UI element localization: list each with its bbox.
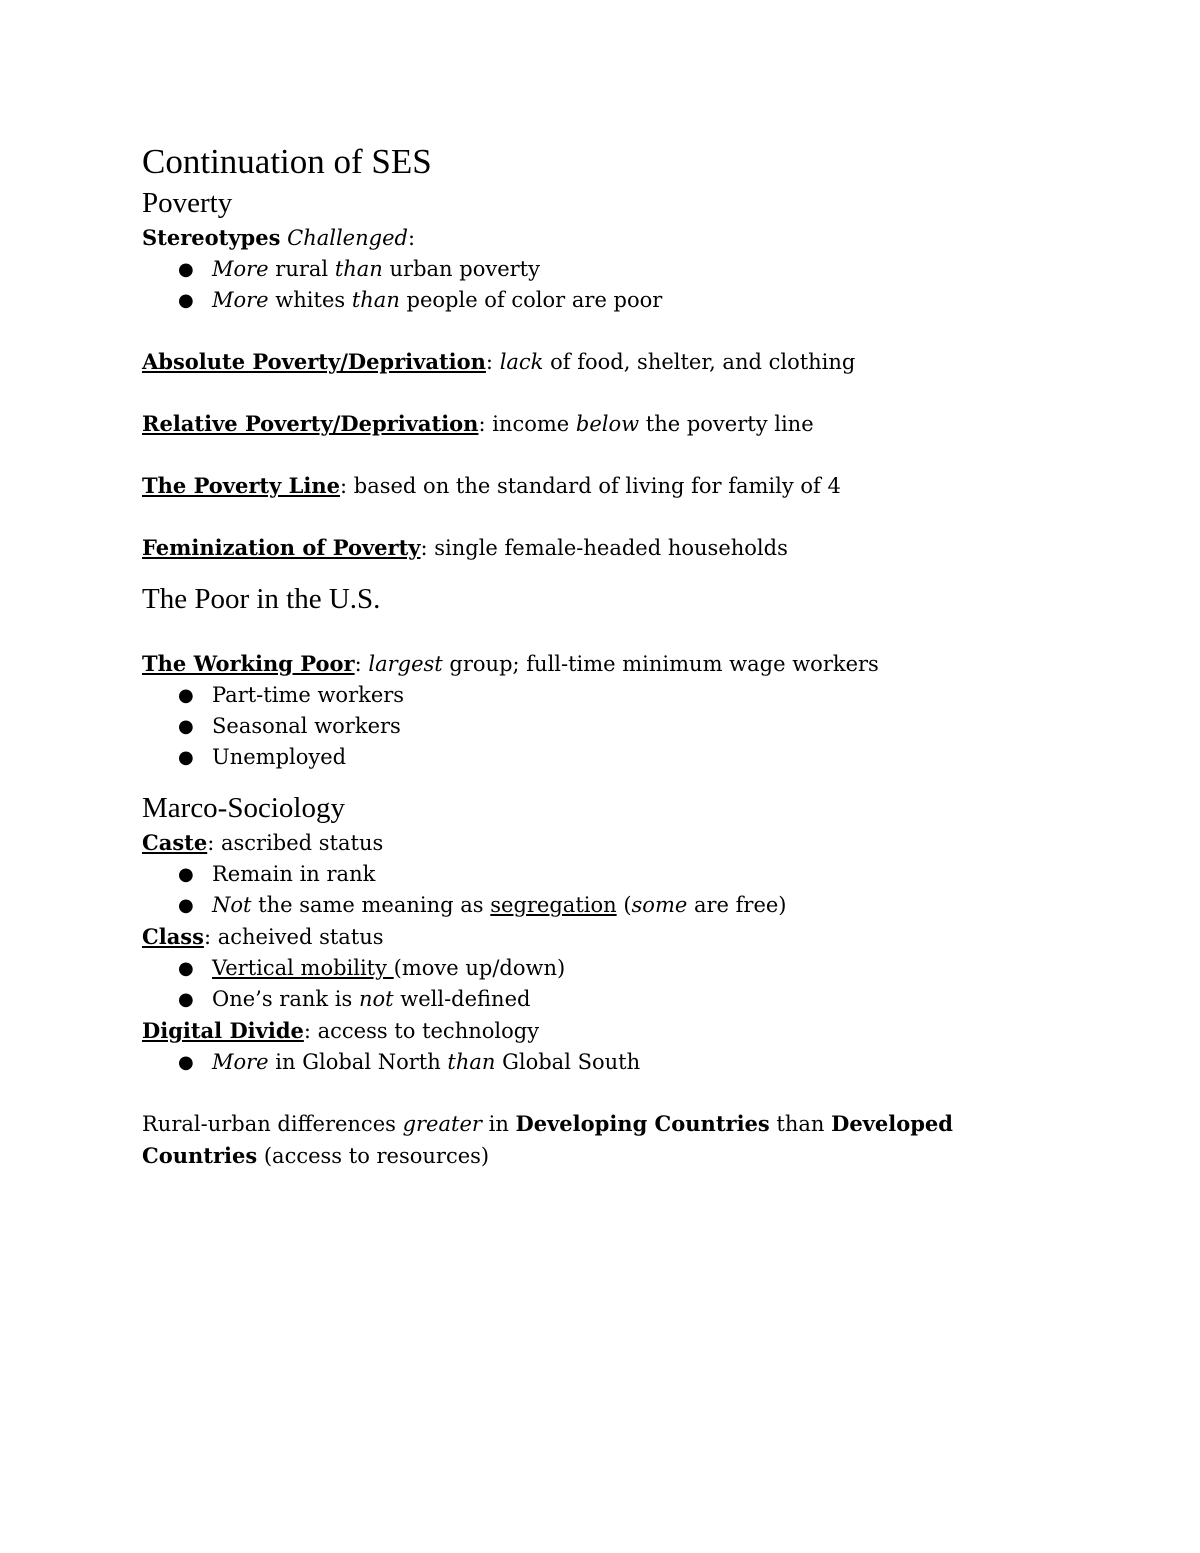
working-poor-definition xyxy=(142,648,1042,680)
emph-text: than xyxy=(447,1050,496,1074)
working-poor-term: The Working Poor xyxy=(142,651,355,676)
text: whites xyxy=(268,288,352,312)
document-page xyxy=(142,140,1042,1172)
bullet-icon: ● xyxy=(178,716,194,737)
list-item xyxy=(142,711,1042,742)
bullet-icon: ● xyxy=(178,747,194,768)
list-item xyxy=(142,254,1042,285)
emph-text: More xyxy=(212,257,269,281)
bold-text: Developing Countries xyxy=(515,1111,770,1136)
underlined-text: Vertical mobility xyxy=(212,956,394,980)
text: : single female-headed households xyxy=(420,536,788,560)
text: (move up/down) xyxy=(393,956,566,980)
emph-text: not xyxy=(358,987,394,1011)
absolute-poverty-definition xyxy=(142,346,1042,378)
emph-text: below xyxy=(575,412,640,436)
emph-text: More xyxy=(212,288,269,312)
bullet-icon: ● xyxy=(178,989,194,1010)
text: : based on the standard of living for family of 4 xyxy=(340,474,841,498)
stereotypes-label: Stereotypes xyxy=(142,225,281,250)
working-poor-list xyxy=(142,680,1042,773)
text: : xyxy=(354,652,369,676)
stereotypes-list xyxy=(142,254,1042,316)
feminization-definition xyxy=(142,532,1042,564)
text: Seasonal workers xyxy=(212,714,401,738)
list-item xyxy=(142,953,1042,984)
emph-text: than xyxy=(351,288,400,312)
list-item xyxy=(142,984,1042,1015)
list-item xyxy=(142,285,1042,316)
text: group; full-time minimum wage workers xyxy=(442,652,879,676)
text: : income xyxy=(478,412,576,436)
rural-urban-paragraph xyxy=(142,1108,1042,1172)
emph-text: than xyxy=(334,257,383,281)
text: the poverty line xyxy=(639,412,814,436)
class-list xyxy=(142,953,1042,1015)
stereotypes-line xyxy=(142,222,1042,254)
emph-text: lack xyxy=(499,350,544,374)
caste-definition xyxy=(142,827,1042,859)
text: Remain in rank xyxy=(212,862,376,886)
text: than xyxy=(769,1112,832,1136)
macro-sociology-heading: Marco-Sociology xyxy=(142,792,345,824)
poverty-heading: Poverty xyxy=(142,187,233,219)
text: : ascribed status xyxy=(207,831,384,855)
bold-text: Developed Countries xyxy=(142,1111,953,1168)
relative-poverty-term: Relative Poverty/Deprivation xyxy=(142,411,479,436)
list-item xyxy=(142,859,1042,890)
bullet-icon: ● xyxy=(178,895,194,916)
text: One’s rank is xyxy=(212,987,359,1011)
emph-text: some xyxy=(631,893,688,917)
bullet-icon: ● xyxy=(178,290,194,311)
text: : access to technology xyxy=(303,1019,540,1043)
text: of food, shelter, and clothing xyxy=(543,350,856,374)
caste-term: Caste xyxy=(142,830,208,855)
text: in Global North xyxy=(268,1050,448,1074)
bullet-icon: ● xyxy=(178,864,194,885)
text: people of color are poor xyxy=(399,288,663,312)
text: urban poverty xyxy=(382,257,540,281)
poverty-line-definition xyxy=(142,470,1042,502)
list-item xyxy=(142,742,1042,773)
bullet-icon: ● xyxy=(178,958,194,979)
text: Part-time workers xyxy=(212,683,405,707)
bullet-icon: ● xyxy=(178,259,194,280)
text: the same meaning as xyxy=(251,893,491,917)
text: (access to resources) xyxy=(257,1144,490,1168)
text: well-defined xyxy=(393,987,531,1011)
text: ( xyxy=(616,893,632,917)
relative-poverty-definition xyxy=(142,408,1042,440)
emph-text: largest xyxy=(368,652,443,676)
stereotypes-colon: : xyxy=(407,226,416,250)
text: : acheived status xyxy=(203,925,384,949)
emph-text: greater xyxy=(402,1112,482,1136)
list-item xyxy=(142,890,1042,921)
text: rural xyxy=(268,257,335,281)
underlined-text: segregation xyxy=(490,893,617,917)
text: in xyxy=(481,1112,516,1136)
poverty-line-term: The Poverty Line xyxy=(142,473,341,498)
feminization-term: Feminization of Poverty xyxy=(142,535,421,560)
emph-text: Not xyxy=(212,893,252,917)
class-term: Class xyxy=(142,924,204,949)
digital-divide-term: Digital Divide xyxy=(142,1018,304,1043)
digital-divide-definition xyxy=(142,1015,1042,1047)
text: Unemployed xyxy=(212,745,347,769)
text: Global South xyxy=(495,1050,641,1074)
poor-us-heading: The Poor in the U.S. xyxy=(142,583,381,615)
bullet-icon: ● xyxy=(178,685,194,706)
bullet-icon: ● xyxy=(178,1052,194,1073)
emph-text: More xyxy=(212,1050,269,1074)
text: are free) xyxy=(687,893,787,917)
challenged-label: Challenged xyxy=(287,226,408,250)
text: : xyxy=(485,350,500,374)
text: Rural-urban differences xyxy=(142,1112,403,1136)
list-item xyxy=(142,1047,1042,1078)
caste-list xyxy=(142,859,1042,921)
list-item xyxy=(142,680,1042,711)
digital-divide-list xyxy=(142,1047,1042,1078)
page-title: Continuation of SES xyxy=(142,142,432,181)
class-definition xyxy=(142,921,1042,953)
absolute-poverty-term: Absolute Poverty/Deprivation xyxy=(142,349,486,374)
